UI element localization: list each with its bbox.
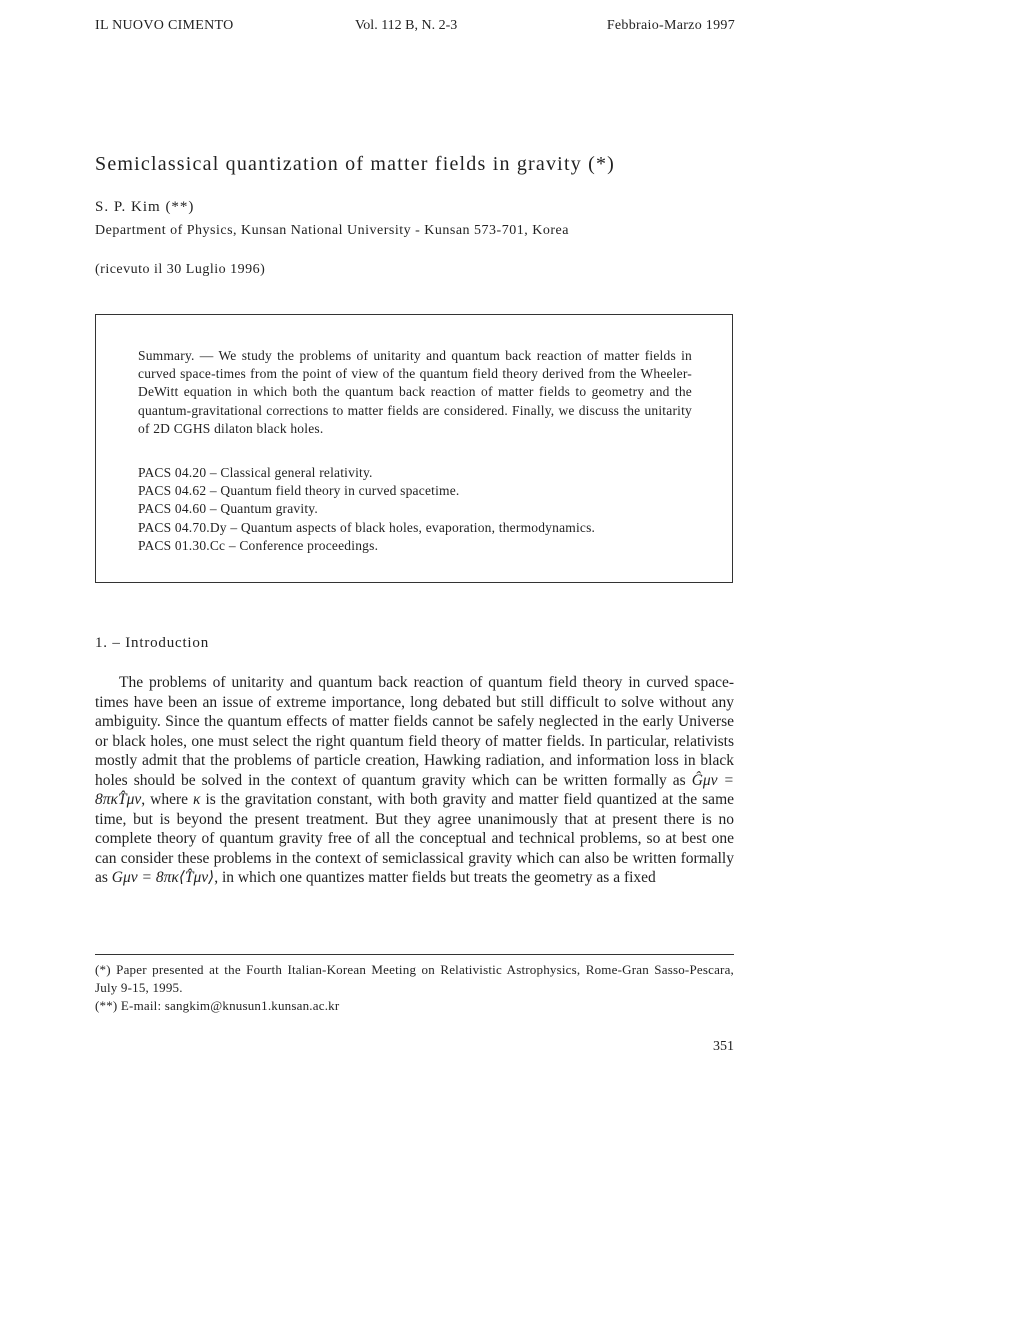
abstract-box — [95, 314, 733, 583]
journal-name: IL NUOVO CIMENTO — [95, 18, 234, 33]
body-text-2: , where — [141, 791, 193, 808]
pacs-item: PACS 04.60 – Quantum gravity. — [138, 501, 318, 517]
paper-title: Semiclassical quantization of matter fields in gravity (*) — [95, 153, 616, 175]
footnote-divider — [95, 954, 734, 955]
body-text-1: The problems of unitarity and quantum back reaction of quantum field theory in curved space-times have been an issue of extreme importance, long debated but still difficult to solve without any ambiguity. Since the quantum effects of matter fields cannot be safely neglected in the early Universe or black holes, one must select the right quantum field theory of matter fields. In particular, relativists mostly admit that the problems of particle creation, Hawking radiation, and information loss in black holes should be solved in the context of quantum gravity which can be written formally as — [95, 674, 734, 789]
received-date: (ricevuto il 30 Luglio 1996) — [95, 262, 266, 277]
equation-semiclassical: Gμν = 8πκ⟨T̂μν⟩ — [111, 869, 215, 886]
footnote-conference: (*) Paper presented at the Fourth Italian-Korean Meeting on Relativistic Astrophysics, Rome-Gran Sasso-Pescara, July 9-15, 1995. — [95, 962, 734, 995]
abstract-summary: Summary. — We study the problems of unitarity and quantum back reaction of matter fields in curved space-times from the point of view of the quantum field theory derived from the Wheeler-DeWitt equation in which both the quantum back reaction of matter fields to geometry and the quantum-gravitational corrections to matter fields are considered. Finally, we discuss the unitarity of 2D CGHS dilaton black holes. — [138, 348, 692, 436]
body-text-3: is the gravitation constant, with both gravity and matter field quantized at the same time, but is beyond the present treatment. But they agree unanimously that at present there is no complete theory of quantum gravity free of all the conceptual and technical problems, so at best one can consider these problems in the context of semiclassical gravity which can also be written formally as — [95, 791, 735, 886]
affiliation: Department of Physics, Kunsan National University - Kunsan 573-701, Korea — [95, 223, 569, 238]
footnotes — [95, 961, 734, 1015]
pacs-item: PACS 04.62 – Quantum field theory in curved spacetime. — [138, 483, 460, 499]
page-number: 351 — [713, 1039, 734, 1054]
issue-date: Febbraio-Marzo 1997 — [606, 18, 735, 33]
pacs-item: PACS 01.30.Cc – Conference proceedings. — [138, 537, 379, 553]
section-heading: 1. – Introduction — [95, 635, 210, 651]
equation-quantum-gravity: Ĝμν = 8πκT̂μν — [95, 771, 734, 808]
pacs-list — [138, 464, 692, 555]
body-text-4: , in which one quantizes matter fields but treats the geometry as a fixed — [214, 869, 656, 886]
footnote-email: (**) E-mail: sangkim@knusun1.kunsan.ac.kr — [95, 998, 340, 1013]
kappa-symbol: κ — [193, 791, 201, 808]
pacs-item: PACS 04.20 – Classical general relativity. — [138, 465, 373, 480]
running-head — [95, 18, 735, 38]
author: S. P. Kim (**) — [95, 199, 195, 215]
pacs-item: PACS 04.70.Dy – Quantum aspects of black holes, evaporation, thermodynamics. — [138, 519, 596, 535]
body-paragraph — [95, 673, 734, 888]
volume-info: Vol. 112 B, N. 2-3 — [355, 18, 458, 33]
